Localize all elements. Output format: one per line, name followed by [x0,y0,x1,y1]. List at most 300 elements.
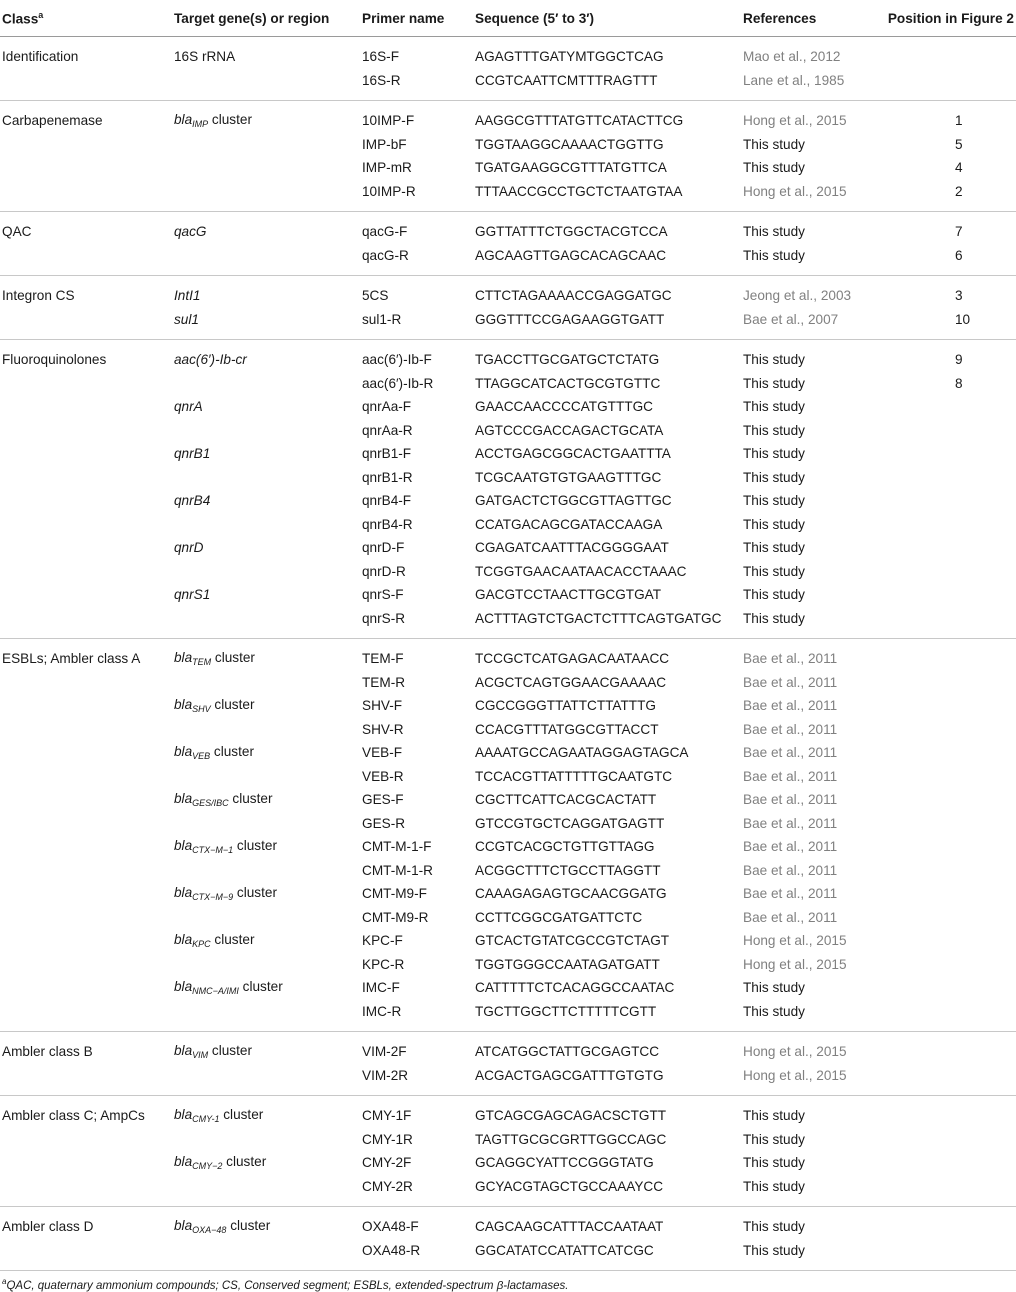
cell-primer: aac(6′)-Ib-R [362,375,434,391]
cell-reference: This study [743,422,805,438]
cell-target: bla$_{CMY-1}$ cluster [174,1107,264,1125]
header-position: Position in Figure 2 [881,0,1016,37]
cell-class: Ambler class D [2,1219,94,1235]
cell-reference: This study [743,563,805,579]
cell-sequence: CGCCGGGTTATTCTTATTTG [475,698,656,714]
cell-class: Fluoroquinolones [2,352,107,368]
cell-primer: aac(6′)-Ib-F [362,352,432,368]
cell-class [0,859,172,883]
cell-sequence: CATTTTTCTCACAGGCCAATAC [475,980,675,996]
table-row [0,788,1016,812]
cell-position: 6 [881,244,1016,276]
cell-class: Ambler class B [2,1044,93,1060]
cell-class [0,906,172,930]
table-row [0,1000,1016,1032]
cell-target [172,906,360,930]
cell-sequence: TCCGCTCATGAGACAATAACC [475,651,670,667]
cell-reference: This study [743,399,805,415]
cell-target: bla$_{OXA-48}$ cluster [174,1218,271,1236]
gene-name: bla$_{NMC-A/IMI}$ [174,979,239,997]
table-row [0,276,1016,308]
cell-class [0,308,172,340]
cell-position [881,835,1016,859]
cell-sequence: TGACCTTGCGATGCTCTATG [475,352,660,368]
cell-sequence: ACTTTAGTCTGACTCTTTCAGTGATGC [473,607,741,639]
table-row [0,906,1016,930]
cell-primer: KPC-R [362,956,405,972]
cell-position [881,37,1016,69]
cell-reference: Jeong et al., 2003 [743,288,852,304]
table-row [0,1239,1016,1271]
cell-class [0,953,172,977]
table-row [0,671,1016,695]
cell-reference: This study [741,1175,881,1207]
cell-reference: This study [743,160,805,176]
cell-primer: VEB-R [362,768,404,784]
cell-reference: This study [741,607,881,639]
cell-class: ESBLs; Ambler class A [2,651,141,667]
table-row [0,395,1016,419]
cell-target: bla$_{GES/IBC}$ cluster [174,791,273,809]
cell-position [881,489,1016,513]
cell-target [172,607,360,639]
cell-reference: Hong et al., 2015 [743,1044,847,1060]
cell-reference: This study [743,375,805,391]
cell-primer: TEM-R [362,674,406,690]
gene-name: bla$_{VEB}$ [174,744,211,762]
cell-primer: SHV-F [362,698,403,714]
table-row [0,466,1016,490]
header-references: References [741,0,881,37]
cell-reference: Bae et al., 2011 [743,768,838,784]
cell-reference: Hong et al., 2015 [741,1064,881,1096]
cell-target [172,718,360,742]
cell-position: 10 [881,308,1016,340]
cell-position: 1 [955,113,963,129]
cell-target [172,212,360,244]
cell-sequence: CCATGACAGCGATACCAAGA [475,516,663,532]
header-target: Target gene(s) or region [172,0,360,37]
cell-sequence: ACGCTCAGTGGAACGAAAAC [475,674,667,690]
cell-position [881,442,1016,466]
cell-position [881,639,1016,671]
cell-class [0,419,172,443]
cell-reference: This study [743,224,805,240]
gene-name: bla$_{SHV}$ [174,697,211,715]
cell-position [881,741,1016,765]
table-row [0,812,1016,836]
table-row [0,1096,1016,1128]
cell-target: bla$_{NMC-A/IMI}$ cluster [174,979,283,997]
cell-primer: GES-F [362,792,404,808]
cell-class [0,694,172,718]
cell-reference: This study [743,1155,805,1171]
cell-primer: qnrAa-R [362,422,413,438]
cell-position [881,395,1016,419]
cell-primer: SHV-R [362,721,404,737]
table-row [0,1064,1016,1096]
cell-target: bla$_{KPC}$ cluster [174,932,255,950]
table-row [0,1151,1016,1175]
cell-primer: qacG-F [362,224,408,240]
table-row [0,372,1016,396]
cell-reference: Lane et al., 1985 [741,69,881,101]
cell-class [0,489,172,513]
cell-position [881,1032,1016,1064]
cell-target [172,513,360,537]
cell-position: 5 [955,136,963,152]
gene-name: bla$_{CTX-M-9}$ [174,885,234,903]
cell-class [0,536,172,560]
cell-position [881,812,1016,836]
cell-target: bla$_{TEM}$ cluster [174,650,255,668]
cell-primer: qnrS-R [360,607,473,639]
cell-sequence: TGCTTGGCTTCTTTTTCGTT [473,1000,741,1032]
cell-class [0,156,172,180]
cell-class [0,929,172,953]
cell-position: 7 [955,224,963,240]
table-row [0,741,1016,765]
cell-sequence: AGAGTTTGATYMTGGCTCAG [475,49,664,65]
cell-class [0,835,172,859]
cell-target [172,953,360,977]
cell-primer: VIM-2F [362,1044,407,1060]
table-row [0,560,1016,584]
cell-primer: 5CS [362,288,389,304]
cell-primer: 10IMP-F [362,113,415,129]
cell-sequence: ACGACTGAGCGATTTGTGTG [473,1064,741,1096]
cell-position: 9 [955,352,963,368]
cell-target [172,156,360,180]
cell-reference: Bae et al., 2011 [743,674,838,690]
cell-sequence: AGTCCCGACCAGACTGCATA [475,422,664,438]
cell-position [881,1096,1016,1128]
cell-class [0,882,172,906]
cell-class: Carbapenemase [2,113,103,129]
cell-target [172,69,360,101]
table-row [0,244,1016,276]
header-primer: Primer name [360,0,473,37]
table-row [0,859,1016,883]
cell-reference: Hong et al., 2015 [743,956,847,972]
cell-target [172,1000,360,1032]
gene-name: bla$_{CTX-M-1}$ [174,838,234,856]
cell-class [0,244,172,276]
cell-class [0,1128,172,1152]
gene-name: bla$_{GES/IBC}$ [174,791,229,809]
cell-reference: This study [743,493,805,509]
table-row [0,976,1016,1000]
cell-target: bla$_{VEB}$ cluster [174,744,254,762]
cell-sequence: AAAATGCCAGAATAGGAGTAGCA [475,745,689,761]
cell-class [0,395,172,419]
gene-name: bla$_{VIM}$ [174,1043,209,1061]
table-row [0,513,1016,537]
table-row [0,180,1016,212]
cell-position [881,1175,1016,1207]
table-footnote: $^a$QAC, quaternary ammonium compounds; CS, Conserved segment; ESBLs, extended-spectrum β-lactamases. [2,1277,569,1292]
gene-name: bla$_{IMP}$ [174,112,209,130]
cell-sequence: ATCATGGCTATTGCGAGTCC [475,1044,660,1060]
cell-position [881,788,1016,812]
cell-sequence: GACGTCCTAACTTGCGTGAT [475,587,662,603]
cell-target [172,466,360,490]
table-row [0,765,1016,789]
cell-position [881,1207,1016,1239]
cell-class: QAC [2,224,32,240]
cell-position [881,694,1016,718]
cell-sequence: CCGTCACGCTGTTGTTAGG [475,839,655,855]
cell-target [172,536,360,560]
cell-class [0,69,172,101]
cell-position [881,671,1016,695]
table-row [0,953,1016,977]
table-row [0,694,1016,718]
cell-position [881,536,1016,560]
table-row [0,882,1016,906]
gene-name: sul1 [174,311,199,327]
cell-position [881,583,1016,607]
table-row [0,835,1016,859]
cell-reference: This study [741,244,881,276]
cell-primer: 16S-R [360,69,473,101]
cell-primer: OXA48-F [362,1219,419,1235]
cell-primer: qnrAa-F [362,399,412,415]
cell-sequence: CAGCAAGCATTTACCAATAAT [475,1219,664,1235]
gene-name: aac(6′)-Ib-cr [174,352,247,368]
cell-primer: VIM-2R [360,1064,473,1096]
cell-reference: This study [743,1219,805,1235]
cell-target: bla$_{SHV}$ cluster [174,697,255,715]
gene-name: qnrS1 [174,587,211,603]
cell-primer: GES-R [362,815,406,831]
cell-sequence: CGCTTCATTCACGCACTATT [475,792,657,808]
cell-target [172,419,360,443]
cell-class [0,1000,172,1032]
cell-position [881,976,1016,1000]
table-row [0,69,1016,101]
table-row [0,583,1016,607]
cell-sequence: CCACGTTTATGGCGTTACCT [475,721,659,737]
cell-sequence: CCTTCGGCGATGATTCTC [475,909,643,925]
cell-target [172,765,360,789]
cell-reference: This study [743,469,805,485]
cell-target [172,560,360,584]
cell-class [0,466,172,490]
cell-target: bla$_{CMY-2}$ cluster [174,1154,267,1172]
cell-sequence: TTAGGCATCACTGCGTGTTC [475,375,661,391]
table-row [0,340,1016,372]
cell-target [172,583,360,607]
cell-position [881,906,1016,930]
gene-name: qnrB4 [174,493,211,509]
cell-class [0,718,172,742]
cell-class [0,607,172,639]
cell-target [172,1175,360,1207]
cell-reference: This study [743,446,805,462]
cell-class [0,133,172,157]
cell-class [0,513,172,537]
cell-primer: sul1-R [360,308,473,340]
cell-reference: Bae et al., 2011 [743,909,838,925]
table-row [0,37,1016,69]
gene-name: qnrA [174,399,203,415]
gene-name: bla$_{TEM}$ [174,650,212,668]
cell-sequence: TTTAACCGCCTGCTCTAATGTAA [473,180,741,212]
table-row [0,308,1016,340]
cell-sequence: CGAGATCAATTTACGGGGAAT [475,540,669,556]
cell-reference: Bae et al., 2011 [743,745,838,761]
table-row [0,101,1016,133]
cell-class: Identification [2,49,79,65]
cell-target [172,859,360,883]
cell-target [172,1128,360,1152]
cell-sequence: GGTTATTTCTGGCTACGTCCA [475,224,668,240]
cell-class [0,1175,172,1207]
cell-target [172,812,360,836]
cell-sequence: GGGTTTCCGAGAAGGTGATT [473,308,741,340]
gene-name: bla$_{CMY-1}$ [174,1107,220,1125]
cell-class: Ambler class C; AmpCs [2,1108,145,1124]
cell-target [172,489,360,513]
table-row [0,718,1016,742]
cell-primer: CMY-2F [362,1155,412,1171]
cell-sequence: TCGGTGAACAATAACACCTAAAC [475,563,687,579]
cell-position [881,419,1016,443]
cell-primer: CMY-1F [362,1108,412,1124]
table-row [0,442,1016,466]
cell-reference: Bae et al., 2011 [743,721,838,737]
cell-position [881,513,1016,537]
cell-reference: Mao et al., 2012 [743,49,841,65]
table-row [0,1207,1016,1239]
cell-primer: KPC-F [362,933,403,949]
cell-sequence: AGCAAGTTGAGCACAGCAAC [473,244,741,276]
cell-reference: This study [743,136,805,152]
table-row [0,639,1016,671]
cell-primer: qnrD-F [362,540,405,556]
cell-position [881,1239,1016,1271]
cell-primer: CMT-M-1-R [362,862,433,878]
cell-primer: CMT-M9-R [362,909,429,925]
gene-name: qnrB1 [174,446,211,462]
gene-name: IntI1 [174,288,201,304]
cell-target [172,244,360,276]
cell-class [0,1151,172,1175]
cell-target: bla$_{CTX-M-1}$ cluster [174,838,277,856]
cell-class [0,671,172,695]
cell-sequence: GTCACTGTATCGCCGTCTAGT [475,933,670,949]
cell-class [0,741,172,765]
header-sequence: Sequence (5′ to 3′) [473,0,741,37]
cell-reference: Bae et al., 2011 [743,698,838,714]
cell-primer: CMY-2R [360,1175,473,1207]
table-body [0,37,1016,1271]
cell-reference: Bae et al., 2011 [743,862,838,878]
table-row [0,1032,1016,1064]
cell-position [881,953,1016,977]
cell-target [172,671,360,695]
cell-primer: IMC-F [362,980,400,996]
cell-reference: This study [743,587,805,603]
cell-position [881,607,1016,639]
cell-target [172,276,360,308]
cell-primer: OXA48-R [360,1239,473,1271]
table-row [0,1128,1016,1152]
cell-target [172,180,360,212]
cell-sequence: TGGTGGGCCAATAGATGATT [475,956,660,972]
cell-reference: Bae et al., 2011 [743,839,838,855]
cell-position [881,69,1016,101]
cell-position: 3 [955,288,963,304]
gene-name: qacG [174,224,207,240]
cell-primer: qnrD-R [362,563,406,579]
cell-class [0,180,172,212]
cell-target [172,340,360,372]
cell-sequence: TGGTAAGGCAAAACTGGTTG [475,136,664,152]
cell-reference: Hong et al., 2015 [743,113,847,129]
cell-primer: CMY-1R [362,1131,413,1147]
cell-sequence: GCAGGCYATTCCGGGTATG [475,1155,654,1171]
cell-sequence: TCCACGTTATTTTTGCAATGTC [475,768,673,784]
cell-primer: CMT-M9-F [362,886,427,902]
cell-target [172,442,360,466]
cell-position [881,859,1016,883]
cell-target [172,133,360,157]
table-row [0,156,1016,180]
cell-primer: qnrB4-F [362,493,412,509]
gene-name: bla$_{KPC}$ [174,932,211,950]
cell-reference: This study [741,1239,881,1271]
cell-target [172,1064,360,1096]
cell-sequence: ACCTGAGCGGCACTGAATTTA [475,446,671,462]
cell-sequence: GTCCGTGCTCAGGATGAGTT [475,815,665,831]
cell-primer: qnrB1-R [362,469,413,485]
cell-reference: This study [743,980,805,996]
cell-class [0,560,172,584]
table-row [0,1175,1016,1207]
cell-primer: 16S-F [362,49,400,65]
gene-name: bla$_{OXA-48}$ [174,1218,227,1236]
cell-primer: CMT-M-1-F [362,839,432,855]
cell-position [881,1128,1016,1152]
cell-primer: 10IMP-R [360,180,473,212]
cell-sequence: GAACCAACCCCATGTTTGC [475,399,653,415]
cell-primer: qacG-R [360,244,473,276]
cell-sequence: ACGGCTTTCTGCCTTAGGTT [475,862,661,878]
cell-sequence: TAGTTGCGCGRTTGGCCAGC [475,1131,667,1147]
cell-primer: IMP-bF [362,136,407,152]
gene-name: bla$_{CMY-2}$ [174,1154,223,1172]
cell-sequence: GGCATATCCATATTCATCGC [473,1239,741,1271]
cell-primer: IMC-R [360,1000,473,1032]
cell-sequence: TGATGAAGGCGTTTATGTTCA [475,160,667,176]
cell-primer: qnrS-F [362,587,404,603]
cell-reference: Hong et al., 2015 [741,180,881,212]
table-row [0,133,1016,157]
cell-target [172,308,360,340]
cell-position [881,1064,1016,1096]
cell-sequence: GTCAGCGAGCAGACSCTGTT [475,1108,667,1124]
cell-class [0,812,172,836]
cell-reference: Bae et al., 2011 [743,815,838,831]
cell-class [0,372,172,396]
cell-class [0,583,172,607]
cell-reference: Bae et al., 2007 [741,308,881,340]
table-row [0,212,1016,244]
table-row [0,929,1016,953]
table-row [0,536,1016,560]
